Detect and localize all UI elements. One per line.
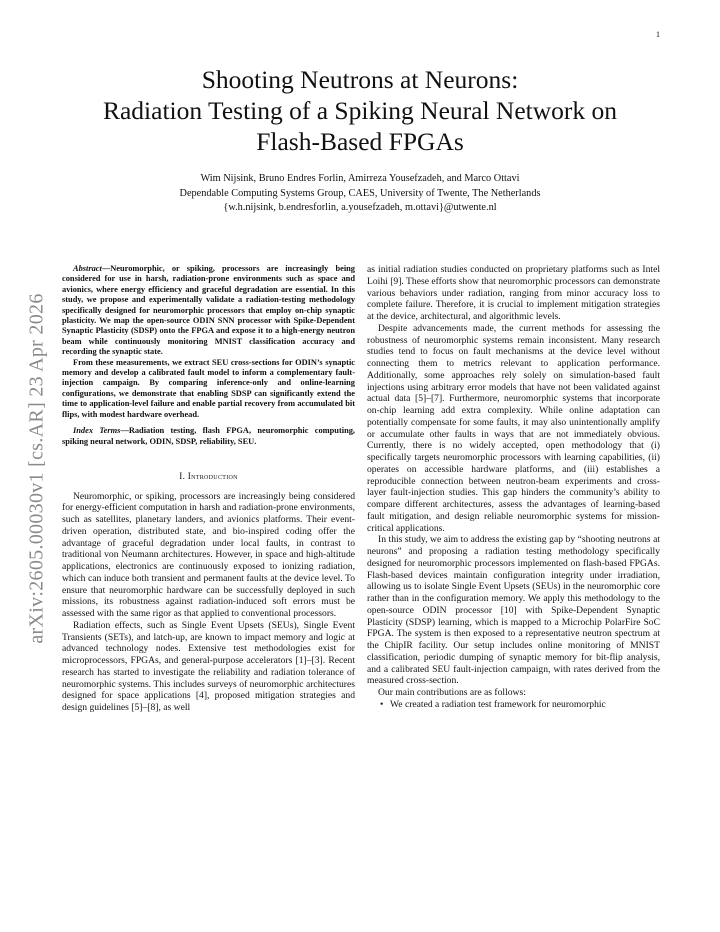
body-paragraph: Neuromorphic, or spiking, processors are increasingly being considered for energy-efficient computation in harsh and radiation-prone environments, such as satellites, planetary landers, and avionics platforms. Their event-driven operation, distributed state, and bio-inspired coding offer the advantage of graceful degradation under local faults, in contrast to traditional von Neumann architectures. However, in space and high-altitude applications, electronics are continuously exposed to ionizing radiation, which can induce both transient and permanent faults at the device level. To ensure that neuromorphic hardware can be successfully deployed in such missions, its robustness against radiation-induced soft errors must be assessed with the same rigor as that applied to conventional processors. [62, 490, 355, 620]
body-paragraph: Despite advancements made, the current methods for assessing the robustness of neuromorphic systems remain inconsistent. Many research studies tend to focus on fault mechanisms at the device level without connecting them to metrics relevant to application performance. Additionally, some approaches rely solely on simulation-based fault injections using arbitrary error models that have not been validated against actual data [5]–[7]. Furthermore, neuromorphic systems that incorporate on-chip learning add extra complexity. While online adaptation can potentially compensate for some faults, it may also unintentionally amplify or accumulate other faults in ways that are not immediately obvious. Currently, there is no widely accepted, open methodology that (i) specifically targets neuromorphic processors with learning capabilities, (ii) operates on accessible hardware platforms, and (iii) establishes a reproducible connection between neutron-beam experiments and cross-layer fault-injection studies. This gap hinders the community’s ability to compare different architectures, assess the advantages of learning-based fault mitigation, and design reliable neuromorphic systems for mission-critical applications. [367, 322, 660, 534]
arxiv-stamp-text: arXiv:2605.00030v1 [cs.AR] 23 Apr 2026 [25, 292, 48, 644]
title-line: Radiation Testing of a Spiking Neural Network on [102, 96, 618, 125]
left-column [62, 264, 355, 714]
body-paragraph: In this study, we aim to address the existing gap by “shooting neutrons at neurons” and proposing a radiation testing methodology specifically designed for neuromorphic processors implemented on flash-based FPGAs. Flash-based devices maintain configuration integrity under irradiation, allowing us to isolate Single Event Upsets (SEUs) in the neuromorphic core rather than in the configuration memory. We apply this methodology to the open-source ODIN processor [10] with Spike-Dependent Synaptic Plasticity (SDSP) learning, which is mapped to a Microchip PolarFire SoC FPGA. The system is then exposed to a representative neutron spectrum at the ChipIR facility. Our setup includes online monitoring of MNIST classification, periodic dumping of synaptic memory for bit-flip analysis, and a calibrated SEU fault-injection campaign, with rates derived from the measured cross-section. [367, 534, 660, 687]
list-item: • We created a radiation test framework for neuromorphic [382, 699, 660, 711]
index-terms-lead: Index Terms [73, 426, 121, 436]
index-terms [62, 426, 355, 447]
author-names: Wim Nijsink, Bruno Endres Forlin, Amirreza Yousefzadeh, and Marco Ottavi [200, 173, 520, 184]
author-emails: {w.h.nijsink, b.endresforlin, a.yousefzadeh, m.ottavi}@utwente.nl [223, 202, 497, 213]
author-block [40, 172, 680, 216]
contributions-list [367, 699, 660, 711]
section-title: Introduction [187, 470, 238, 481]
arxiv-stamp [24, 258, 50, 678]
abstract-paragraph [62, 264, 355, 358]
section-numeral: I. [179, 470, 188, 481]
title-line: Flash-Based FPGAs [256, 127, 464, 156]
body-paragraph-continued: as initial radiation studies conducted on proprietary platforms such as Intel Loihi [9]. These efforts show that neuromorphic processors can demonstrate various behaviors under radiation, ranging from minor accuracy loss to complete failure. Therefore, it is crucial to implement mitigation strategies at the device, architectural, and algorithmic levels. [367, 264, 660, 322]
right-column [367, 264, 660, 711]
paper-title [40, 64, 680, 157]
page-number: 1 [656, 30, 660, 39]
abstract-paragraph-2: From these measurements, we extract SEU cross-sections for ODIN’s synaptic memory and develop a calibrated fault model to inform a complementary fault-injection campaign. By comparing inference-only and online-learning configurations, we demonstrate that enabling SDSP can significantly extend the time to application-level failure and enable partial recovery from accumulated bit flips, with modest hardware overhead. [62, 357, 355, 419]
body-paragraph: Radiation effects, such as Single Event Upsets (SEUs), Single Event Transients (SETs), and latch-up, are known to impact memory and logic at advanced technology nodes. Extensive test methodologies exist for microprocessors, FPGAs, and general-purpose accelerators [1]–[3]. Recent research has started to investigate the reliability and radiation tolerance of neuromorphic systems. This includes surveys of neuromorphic architectures designed for space applications [4], proposed mitigation strategies and design guidelines [5]–[8], as well [62, 619, 355, 714]
author-affiliation: Dependable Computing Systems Group, CAES, University of Twente, The Netherlands [179, 187, 541, 199]
section-heading-introduction [62, 471, 355, 483]
index-terms-text: —Radiation testing, flash FPGA, neuromorphic computing, spiking neural network, ODIN, SDSP, reliability, SEU. [62, 426, 356, 446]
title-line: Shooting Neutrons at Neurons: [201, 65, 519, 94]
abstract-lead: Abstract [73, 264, 102, 273]
abstract-text: —Neuromorphic, or spiking, processors are increasingly being considered for use in harsh, radiation-prone environments such as space and avionics, where energy efficiency and graceful degradation are essential. In this study, we propose and experimentally validate a radiation-testing methodology specifically designed for neuromorphic processors that employ on-chip synaptic plasticity. We map the open-source ODIN SNN processor with Spike-Dependent Synaptic Plasticity (SDSP) onto the FPGA and expose it to a high-energy neutron beam while continuously monitoring MNIST classification accuracy and recording the synaptic state. [62, 264, 355, 357]
body-paragraph: Our main contributions are as follows: [378, 687, 526, 698]
